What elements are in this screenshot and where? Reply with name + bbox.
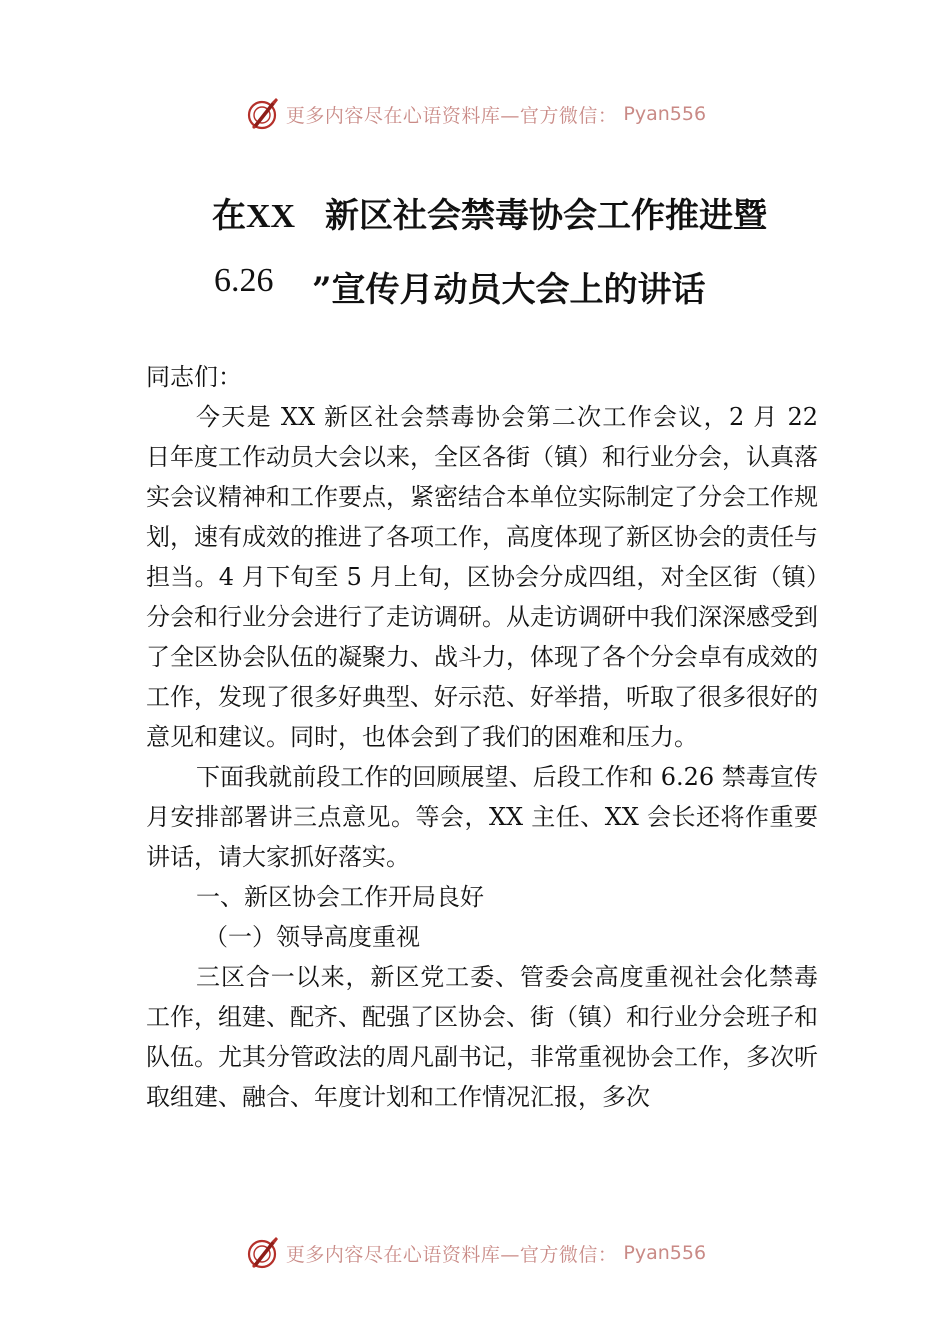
paragraph: 下面我就前段工作的回顾展望、后段工作和 6.26 禁毒宣传月安排部署讲三点意见。等会，XX 主任、XX 会长还将作重要讲话，请大家抓好落实。 [146,763,818,871]
title-date: 6.26 [214,262,274,299]
watermark-contact: Pyan556 [623,103,707,125]
pen-seal-icon [244,1235,280,1271]
title-main: 新区社会禁毒协会工作推进暨 [325,196,767,236]
subsection-heading: （一）领导高度重视 [204,923,420,951]
watermark-banner-bottom [0,1231,950,1275]
paragraph: 今天是 XX 新区社会禁毒协会第二次工作会议，2 月 22 日年度工作动员大会以来，全区各街（镇）和行业分会，认真落实会议精神和工作要点，紧密结合本单位实际制定了分会工作规划，速有成效的推进了各项工作，高度体现了新区协会的责任与担当。4 月下旬至 5 月上旬，区协会分成四组，对全区街（镇）分会和行业分会进行了走访调研。从走访调研中我们深深感受到了全区协会队伍的凝聚力、战斗力，体现了各个分会卓有成效的工作，发现了很多好典型、好示范、好举措，听取了很多很好的意见和建议。同时，也体会到了我们的困难和压力。 [146,403,818,751]
watermark-banner-top [0,92,950,136]
title-prefix: 在XX [212,198,296,235]
section-heading: 一、新区协会工作开局良好 [196,883,484,911]
paragraph: 三区合一以来，新区党工委、管委会高度重视社会化禁毒工作，组建、配齐、配强了区协会、街（镇）和行业分会班子和队伍。尤其分管政法的周凡副书记，非常重视协会工作，多次听取组建、融合、年度计划和工作情况汇报，多次 [146,963,818,1111]
watermark-contact: Pyan556 [623,1242,707,1264]
watermark-text: 更多内容尽在心语资料库—官方微信： [285,104,618,127]
document-body [146,357,818,1117]
title-subtitle: ”宣传月动员大会上的讲话 [312,270,706,310]
watermark-text: 更多内容尽在心语资料库—官方微信： [285,1243,618,1266]
pen-seal-icon [244,96,280,132]
salutation: 同志们： [146,363,242,391]
